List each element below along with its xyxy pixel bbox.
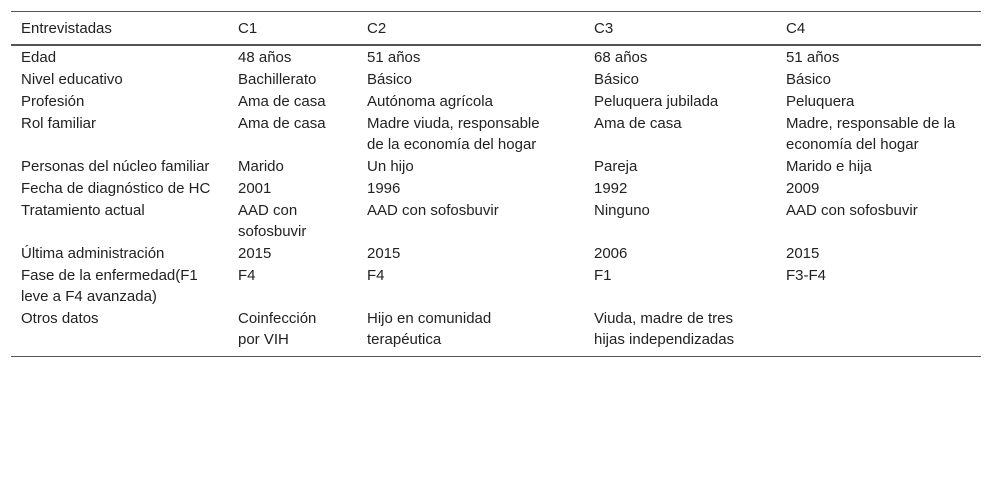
cell-c4: AAD con sofosbuvir (786, 202, 918, 219)
row-label: Tratamiento actual (21, 202, 145, 219)
row-label: Última administración (21, 245, 165, 262)
cell-c1: 48 años (238, 49, 292, 66)
cell-c4: Madre, responsable de la economía del hogar (786, 115, 956, 153)
table-row (11, 308, 981, 357)
row-label: Fase de la enfermedad(F1 leve a F4 avanzada) (21, 267, 198, 305)
cell-c2: AAD con sofosbuvir (367, 202, 499, 219)
cell-c3: 2006 (594, 245, 628, 262)
cell-c1: Marido (238, 158, 284, 175)
table-row (11, 113, 981, 156)
cell-c3: Peluquera jubilada (594, 93, 719, 110)
table-row (11, 156, 981, 178)
row-label: Otros datos (11, 308, 228, 357)
cell-c3: Ama de casa (594, 115, 682, 132)
table-row (11, 45, 981, 69)
cell-c2: 2015 (367, 245, 401, 262)
cell-c1: 2015 (238, 245, 272, 262)
cell-c3: Ninguno (594, 202, 650, 219)
row-label: Edad (21, 49, 57, 66)
cell-c2: Hijo en comunidad terapéutica (357, 308, 584, 357)
cell-c3: F1 (594, 267, 612, 284)
row-label: Personas del núcleo familiar (21, 158, 210, 175)
cell-c4: Peluquera (786, 93, 855, 110)
cell-c4 (776, 308, 981, 357)
header-entrevistadas: Entrevistadas (11, 12, 228, 46)
cell-c2: 51 años (367, 49, 421, 66)
cell-c1: Ama de casa (238, 93, 326, 110)
header-c4: C4 (776, 12, 981, 46)
cell-c4: 2015 (786, 245, 820, 262)
cell-c3: Viuda, madre de tres hijas independizadas (584, 308, 776, 357)
table-row (11, 265, 981, 308)
table-row (11, 243, 981, 265)
interviewees-table (11, 11, 981, 357)
table-row (11, 178, 981, 200)
header-c2: C2 (357, 12, 584, 46)
cell-c2: Madre viuda, responsable de la economía del hogar (367, 115, 540, 153)
cell-c3: 1992 (594, 180, 628, 197)
table-row (11, 69, 981, 91)
cell-c4: Básico (786, 71, 832, 88)
cell-c2: 1996 (367, 180, 401, 197)
cell-c1: Bachillerato (238, 71, 317, 88)
cell-c2: F4 (367, 267, 385, 284)
header-c1: C1 (228, 12, 357, 46)
cell-c1: F4 (238, 267, 256, 284)
header-c3: C3 (584, 12, 776, 46)
cell-c1: Ama de casa (238, 115, 326, 132)
cell-c4: Marido e hija (786, 158, 872, 175)
cell-c2: Básico (367, 71, 413, 88)
cell-c4: F3-F4 (786, 267, 827, 284)
table-row (11, 200, 981, 243)
table-container (11, 11, 981, 357)
cell-c4: 51 años (786, 49, 840, 66)
row-label: Nivel educativo (21, 71, 123, 88)
table-header-row (11, 12, 981, 46)
row-label: Rol familiar (21, 115, 97, 132)
cell-c1: Coinfección por VIH (228, 308, 357, 357)
cell-c1: AAD con sofosbuvir (238, 202, 307, 240)
cell-c2: Un hijo (367, 158, 414, 175)
row-label: Fecha de diagnóstico de HC (21, 180, 211, 197)
cell-c4: 2009 (786, 180, 820, 197)
cell-c3: 68 años (594, 49, 648, 66)
cell-c3: Pareja (594, 158, 638, 175)
table-row (11, 91, 981, 113)
cell-c2: Autónoma agrícola (367, 93, 493, 110)
cell-c3: Básico (594, 71, 640, 88)
cell-c1: 2001 (238, 180, 272, 197)
row-label: Profesión (21, 93, 85, 110)
